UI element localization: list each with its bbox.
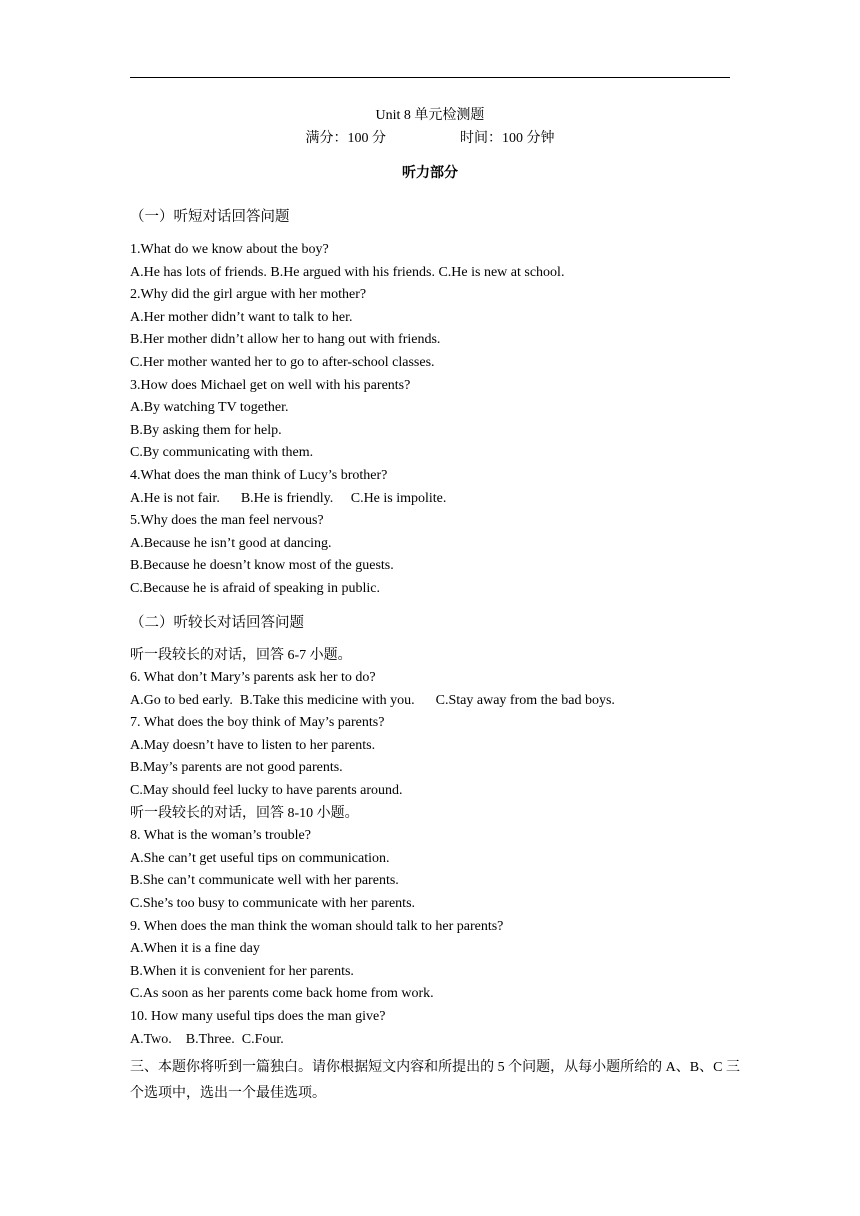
option-line: C.By communicating with them. (130, 445, 314, 461)
option-line: A.May doesn’t have to listen to her parents. (130, 737, 376, 753)
question-line: 6. What don’t Mary’s parents ask her to do? (130, 670, 376, 686)
question-line: 7. What does the boy think of May’s parents? (130, 715, 385, 731)
option-line: A.Two. B.Three. C.Four. (130, 1031, 284, 1047)
option-line: B.By asking them for help. (130, 422, 282, 438)
option-line: B.Her mother didn’t allow her to hang out with friends. (130, 332, 441, 348)
question-line: 1.What do we know about the boy? (130, 242, 329, 257)
instruction-line: 听一段较长的对话，回答 6-7 小题。 (130, 647, 352, 663)
section-2-lines (130, 645, 740, 1052)
option-line: C.She’s too busy to communicate with her parents. (130, 896, 416, 912)
section-2-heading: （二）听较长对话回答问题 (130, 614, 304, 631)
full-score: 满分：100 分 (305, 131, 386, 146)
question-line: 2.Why did the girl argue with her mother? (130, 287, 367, 303)
option-line: A.She can’t get useful tips on communication. (130, 850, 390, 866)
document-body (130, 206, 740, 1107)
part-heading: 听力部分 (402, 165, 458, 181)
option-line: C.Because he is afraid of speaking in public. (130, 580, 380, 596)
header-rule (130, 77, 730, 78)
section-1-lines (130, 239, 740, 601)
section-1-heading: （一）听短对话回答问题 (130, 209, 290, 225)
option-line: C.As soon as her parents come back home from work. (130, 986, 434, 1002)
section-3-instruction: 三、本题你将听到一篇独白。请你根据短文内容和所提出的 5 个问题，从每小题所给的 A、B、C 三个选项中，选出一个最佳选项。 (130, 1060, 740, 1102)
document-title: Unit 8 单元检测题 (375, 108, 485, 123)
question-line: 9. When does the man think the woman should talk to her parents? (130, 918, 504, 934)
option-line: A.Go to bed early. B.Take this medicine with you. C.Stay away from the bad boys. (130, 692, 615, 708)
question-line: 10. How many useful tips does the man give? (130, 1009, 386, 1024)
option-line: C.Her mother wanted her to go to after-school classes. (130, 354, 435, 370)
question-line: 8. What is the woman’s trouble? (130, 828, 311, 844)
time-limit: 时间：100 分钟 (460, 131, 555, 146)
option-line: A.Her mother didn’t want to talk to her. (130, 309, 353, 325)
option-line: A.He has lots of friends. B.He argued with his friends. C.He is new at school. (130, 264, 565, 280)
option-line: A.When it is a fine day (130, 941, 260, 957)
exam-meta (0, 129, 860, 149)
option-line: C.May should feel lucky to have parents around. (130, 783, 403, 799)
option-line: A.By watching TV together. (130, 400, 289, 416)
question-line: 4.What does the man think of Lucy’s brother? (130, 467, 388, 483)
question-line: 5.Why does the man feel nervous? (130, 513, 324, 529)
option-line: B.Because he doesn’t know most of the guests. (130, 558, 394, 574)
question-line: 3.How does Michael get on well with his parents? (130, 377, 411, 393)
instruction-line: 听一段较长的对话，回答 8-10 小题。 (130, 805, 359, 821)
option-line: A.Because he isn’t good at dancing. (130, 535, 332, 551)
option-line: B.When it is convenient for her parents. (130, 963, 354, 979)
option-line: A.He is not fair. B.He is friendly. C.He is impolite. (130, 490, 447, 506)
option-line: B.She can’t communicate well with her parents. (130, 873, 399, 889)
option-line: B.May’s parents are not good parents. (130, 760, 343, 776)
